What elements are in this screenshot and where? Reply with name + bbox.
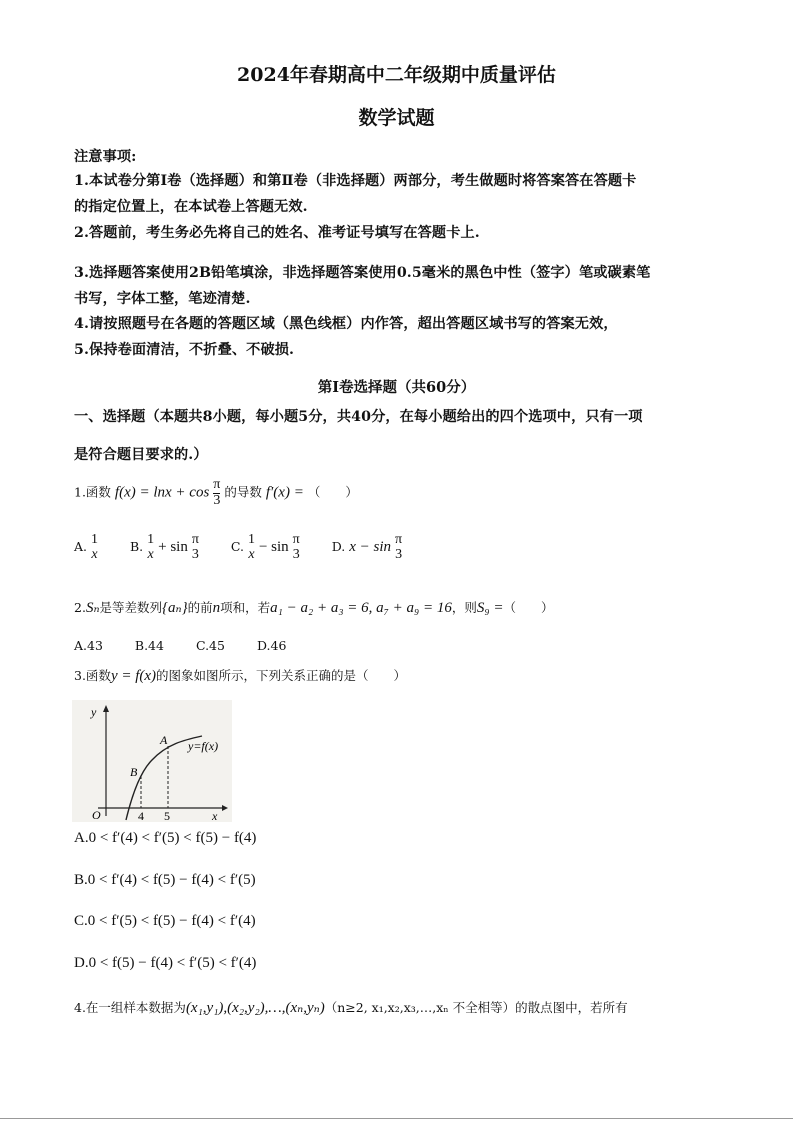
q3-option-a[interactable]: A.0 < f′(4) < f′(5) < f(5) − f(4) bbox=[74, 830, 257, 846]
page-title: 2024年春期高中二年级期中质量评估 bbox=[237, 64, 556, 86]
notes-heading: 注意事项: bbox=[74, 149, 137, 165]
curve-label: y=f(x) bbox=[188, 739, 219, 753]
q1-derivative: f′(x) = bbox=[265, 484, 304, 501]
question-3: 3.函数y = f(x)的图象如图所示，下列关系正确的是（ ） bbox=[74, 668, 407, 684]
q4-data: (x₁,y₁),(x₂,y₂),…,(xₙ,yₙ) bbox=[185, 1000, 325, 1016]
q2-condition: a₁ − a₂ + a₃ = 6, a₇ + a₉ = 16 bbox=[270, 600, 452, 616]
q1-option-c[interactable]: C. 1 x − sin π 3 bbox=[230, 532, 300, 562]
q1-options bbox=[74, 533, 430, 562]
q1-prefix: 1.函数 bbox=[74, 484, 111, 500]
q2-sequence: {aₙ} bbox=[162, 600, 188, 616]
tick-label-4: 4 bbox=[138, 809, 144, 822]
q2-option-d[interactable]: D.46 bbox=[256, 638, 287, 653]
q3-graph bbox=[72, 700, 232, 822]
q1-bracket: （ ） bbox=[307, 484, 358, 500]
note-line: 3.选择题答案使用2B铅笔填涂，非选择题答案使用0.5毫米的黑色中性（签字）笔或碳素笔 bbox=[74, 265, 651, 281]
note-line: 1.本试卷分第Ⅰ卷（选择题）和第Ⅱ卷（非选择题）两部分，考生做题时将答案答在答题卡 bbox=[74, 173, 637, 189]
note-line: 5.保持卷面清洁，不折叠、不破损. bbox=[74, 342, 295, 358]
question-4: 4.在一组样本数据为(x₁,y₁),(x₂,y₂),…,(xₙ,yₙ)（n≥2, x₁,x₂,x₃,…,xₙ 不全相等）的散点图中，若所有 bbox=[74, 1000, 628, 1016]
y-axis-label: y bbox=[91, 705, 97, 719]
q3-function: y = f(x) bbox=[110, 668, 157, 684]
section-instructions: 是符合题目要求的.） bbox=[74, 447, 208, 463]
q4-condition: （n≥2, x₁,x₂,x₃,…,xₙ 不全相等）的散点图中，若所有 bbox=[324, 1000, 628, 1015]
q1-option-a[interactable]: A. 1 x bbox=[74, 532, 98, 562]
question-1 bbox=[74, 478, 358, 508]
q2-options bbox=[74, 638, 314, 653]
q2-option-c[interactable]: C.45 bbox=[195, 638, 225, 653]
tick-label-5: 5 bbox=[164, 809, 170, 822]
point-b-label: B bbox=[130, 765, 138, 779]
note-line: 4.请按照题号在各题的答题区域（黑色线框）内作答，超出答题区域书写的答案无效， bbox=[74, 316, 618, 332]
question-2: 2.Sₙ是等差数列{aₙ}的前n项和，若a₁ − a₂ + a₃ = 6, a₇ + a₉ = 16，则S₉ =（ ） bbox=[74, 600, 554, 616]
section-instructions: 一、选择题（本题共8小题，每小题5分，共40分，在每小题给出的四个选项中，只有一项 bbox=[74, 409, 643, 425]
note-line: 2.答题前，考生务必先将自己的姓名、准考证号填写在答题卡上. bbox=[74, 225, 480, 241]
q2-option-b[interactable]: B.44 bbox=[134, 638, 164, 653]
x-axis-label: x bbox=[212, 809, 218, 822]
q1-mid: 的导数 bbox=[224, 484, 262, 500]
point-a-label: A bbox=[160, 733, 168, 747]
q2-option-a[interactable]: A.43 bbox=[74, 638, 103, 653]
section-title: 第Ⅰ卷选择题（共60分） bbox=[317, 379, 476, 396]
q1-option-b[interactable]: B. 1 x + sin π 3 bbox=[129, 532, 199, 562]
origin-label: O bbox=[92, 808, 101, 822]
page-bottom-rule bbox=[0, 1118, 793, 1119]
note-line: 书写，字体工整，笔迹清楚. bbox=[74, 291, 251, 307]
q2-s9: S₉ = bbox=[476, 600, 504, 616]
note-line: 的指定位置上，在本试卷上答题无效. bbox=[74, 199, 308, 215]
q3-option-d[interactable]: D.0 < f(5) − f(4) < f′(5) < f′(4) bbox=[74, 955, 257, 971]
q1-option-d[interactable]: D. x − sin π 3 bbox=[331, 532, 403, 562]
q1-fraction: $\frac{\pi}{3}$ bbox=[213, 477, 221, 508]
q2-sn: Sₙ bbox=[85, 600, 100, 616]
q3-option-c[interactable]: C.0 < f′(5) < f(5) − f(4) < f′(4) bbox=[74, 913, 256, 929]
q3-option-b[interactable]: B.0 < f′(4) < f(5) − f(4) < f′(5) bbox=[74, 872, 256, 888]
q1-function: f(x) = lnx + cos bbox=[114, 484, 210, 501]
page-subtitle: 数学试题 bbox=[358, 107, 435, 129]
